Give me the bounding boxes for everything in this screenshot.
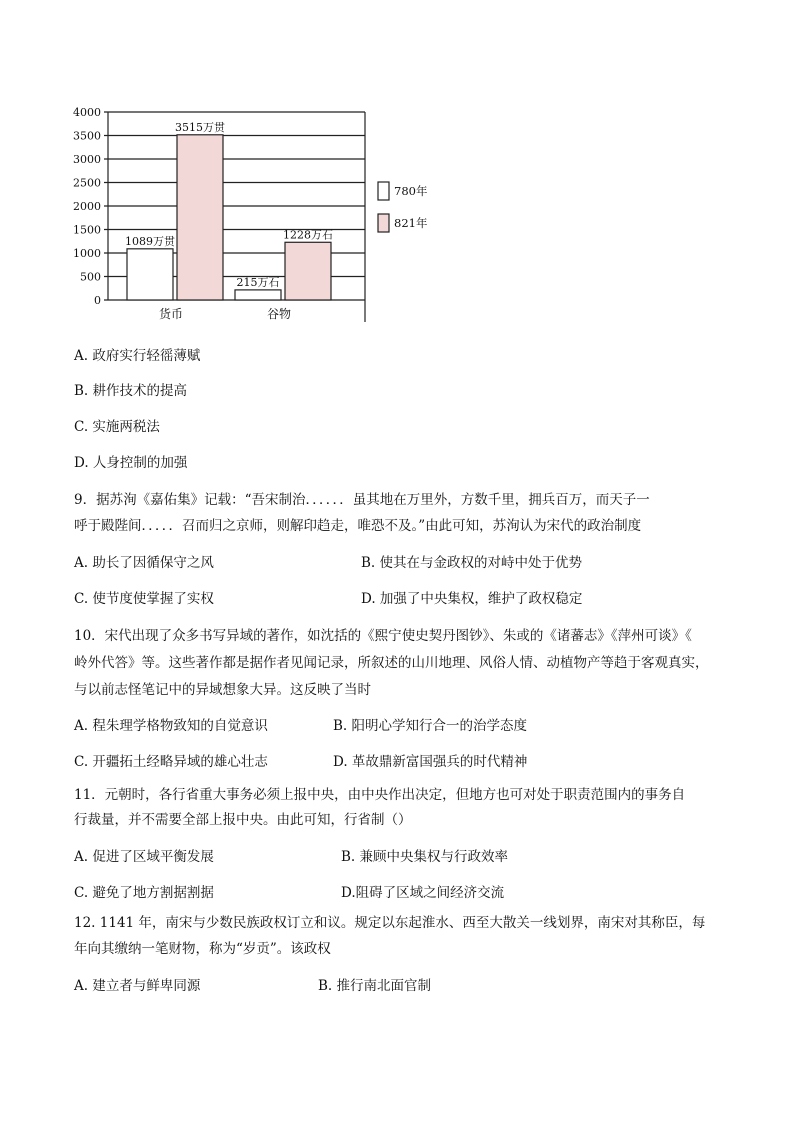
y-tick-label: 3500 bbox=[73, 129, 101, 143]
legend-swatch bbox=[378, 182, 389, 200]
category-label: 谷物 bbox=[266, 307, 292, 321]
q10-stem-line-2: 岭外代答》等。这些著作都是据作者见闻记录，所叙述的山川地理、风俗人情、动植物产等趋于客观真实， bbox=[74, 655, 709, 671]
q11-option-b[interactable]: B. 兼顾中央集权与行政效率 bbox=[341, 849, 509, 865]
q9-option-c[interactable]: C. 使节度使掌握了实权 bbox=[74, 591, 214, 607]
q10-stem-line-3: 与以前志怪笔记中的异域想象大异。这反映了当时 bbox=[74, 682, 371, 698]
q9-stem-line-1: 9．据苏洵《嘉佑集》记载：“吾宋制治．．．．．．虽其地在万里外，方数千里，拥兵百万，而天子一 bbox=[74, 492, 650, 508]
q10-option-c[interactable]: C. 开疆拓土经略异域的雄心壮志 bbox=[74, 754, 268, 770]
y-tick-label: 2500 bbox=[73, 176, 101, 190]
q11-stem-line-1: 11．元朝时，各行省重大事务必须上报中央，由中央作出决定，但地方也可对处于职责范围内的事务自 bbox=[74, 787, 686, 803]
q11-option-d[interactable]: D.阻碍了区域之间经济交流 bbox=[341, 885, 505, 901]
q12-option-b[interactable]: B. 推行南北面官制 bbox=[318, 978, 432, 994]
legend-label: 821年 bbox=[394, 216, 428, 230]
q8-option-d[interactable]: D. 人身控制的加强 bbox=[74, 455, 188, 471]
q12-stem-line-1: 12. 1141 年，南宋与少数民族政权订立和议。规定以东起淮水、西至大散关一线划界，南宋对其称臣，每 bbox=[74, 915, 706, 931]
y-tick-label: 2000 bbox=[73, 200, 101, 213]
data-label: 1228万石 bbox=[283, 228, 333, 242]
q8-option-b[interactable]: B. 耕作技术的提高 bbox=[74, 383, 188, 399]
y-tick-label: 1000 bbox=[73, 247, 101, 260]
q9-option-b[interactable]: B. 使其在与金政权的对峙中处于优势 bbox=[361, 555, 583, 571]
bar bbox=[127, 249, 173, 300]
category-label: 货币 bbox=[158, 307, 184, 321]
y-tick-label: 0 bbox=[94, 294, 101, 307]
chart-svg bbox=[70, 100, 450, 330]
q8-option-c[interactable]: C. 实施两税法 bbox=[74, 419, 160, 435]
y-tick-label: 500 bbox=[80, 270, 101, 284]
q11-stem-line-2: 行裁量，并不需要全部上报中央。由此可知，行省制（） bbox=[74, 812, 412, 828]
q10-option-d[interactable]: D. 革故鼎新富国强兵的时代精神 bbox=[333, 754, 528, 770]
data-label: 3515万贯 bbox=[175, 120, 225, 134]
q10-stem-line-1: 10．宋代出现了众多书写异域的著作，如沈括的《熙宁使史契丹图钞》、朱或的《诸蕃志》《萍州可谈》《 bbox=[74, 628, 692, 644]
q9-option-d[interactable]: D. 加强了中央集权，维护了政权稳定 bbox=[361, 591, 583, 607]
bar bbox=[285, 242, 331, 300]
bar bbox=[235, 290, 281, 300]
y-tick-label: 3000 bbox=[73, 153, 101, 166]
q9-stem-line-2: 呼于殿陛间．．．．．召而归之京师，则解印趋走，唯恐不及。”由此可知，苏洵认为宋代的政治制度 bbox=[74, 518, 642, 534]
q8-option-a[interactable]: A. 政府实行轻徭薄赋 bbox=[74, 348, 201, 364]
q9-option-a[interactable]: A. 助长了因循保守之风 bbox=[74, 555, 214, 571]
q10-option-b[interactable]: B. 阳明心学知行合一的治学态度 bbox=[333, 718, 528, 734]
bar-chart bbox=[70, 100, 450, 330]
q11-option-a[interactable]: A. 促进了区域平衡发展 bbox=[74, 849, 214, 865]
q12-option-a[interactable]: A. 建立者与鲜卑同源 bbox=[74, 978, 201, 994]
q12-stem-line-2: 年向其缴纳一笔财物，称为“岁贡”。该政权 bbox=[74, 941, 331, 957]
q10-option-a[interactable]: A. 程朱理学格物致知的自觉意识 bbox=[74, 718, 268, 734]
y-tick-label: 1500 bbox=[73, 223, 101, 237]
data-label: 1089万贯 bbox=[125, 234, 175, 248]
q11-option-c[interactable]: C. 避免了地方割据割据 bbox=[74, 885, 214, 901]
y-tick-label: 4000 bbox=[73, 106, 101, 119]
data-label: 215万石 bbox=[236, 275, 280, 289]
bar bbox=[177, 135, 223, 300]
legend-label: 780年 bbox=[394, 184, 428, 198]
legend-swatch bbox=[378, 214, 389, 232]
